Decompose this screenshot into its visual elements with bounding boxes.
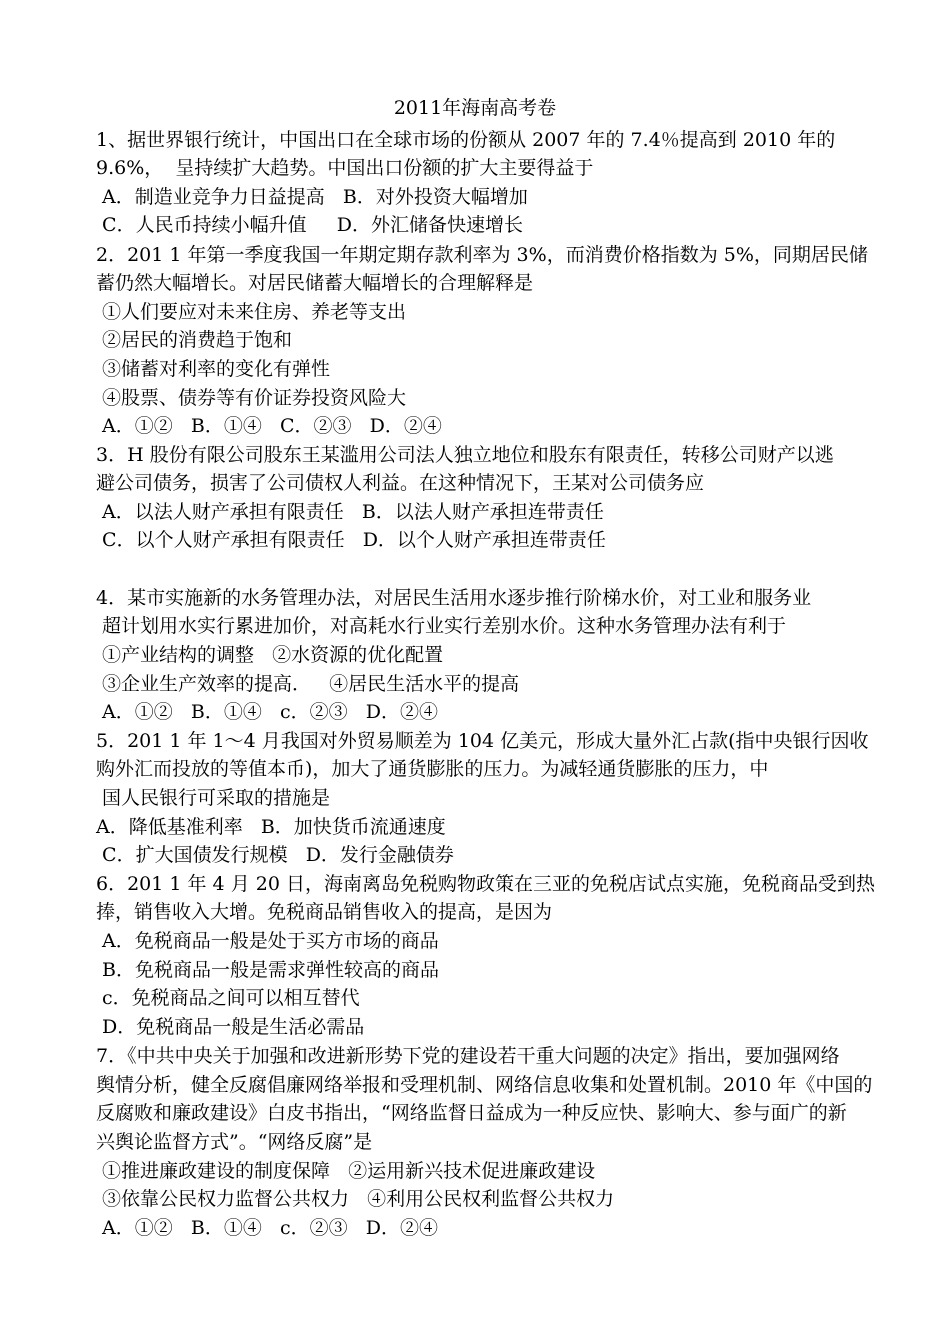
q7-options: A．①② B．①④ c．②③ D．②④	[96, 1217, 438, 1239]
q6-option-a: A．免税商品一般是处于买方市场的商品	[96, 930, 439, 952]
q1-line-2: 9.6%， 呈持续扩大趋势。中国出口份额的扩大主要得益于	[96, 157, 594, 179]
q4-options: A．①② B．①④ c．②③ D．②④	[96, 701, 438, 723]
q7-items-34: ③依靠公民权力监督公共权力 ④利用公民权利监督公共权力	[96, 1188, 615, 1210]
q5-line-2: 购外汇而投放的等值本币)，加大了通货膨胀的压力。为减轻通货膨胀的压力，中	[96, 758, 769, 780]
q1-line-1: 1、据世界银行统计，中国出口在全球市场的份额从 2007 年的 7.4％提高到 2010 年的	[96, 129, 836, 151]
q6-option-d: D．免税商品一般是生活必需品	[96, 1016, 365, 1038]
q7-items-12: ①推进廉政建设的制度保障 ②运用新兴技术促进廉政建设	[96, 1160, 596, 1182]
q7-line-4: 兴舆论监督方式”。“网络反腐”是	[96, 1131, 373, 1153]
q6-line-1: 6．201 1 年 4 月 20 日，海南离岛免税购物政策在三亚的免税店试点实施，免税商品受到热	[96, 873, 875, 895]
q4-items-34: ③企业生产效率的提高． ④居民生活水平的提高	[96, 673, 520, 695]
q3-line-1: 3．H 股份有限公司股东王某滥用公司法人独立地位和股东有限责任，转移公司财产以逃	[96, 444, 834, 466]
q5-line-3: 国人民银行可采取的措施是	[96, 787, 331, 809]
q4-line-2: 超计划用水实行累进加价，对高耗水行业实行差别水价。这种水务管理办法有利于	[96, 615, 787, 637]
q3-line-2: 避公司债务，损害了公司债权人利益。在这种情况下，王某对公司债务应	[96, 472, 705, 494]
q4-line-1: 4．某市实施新的水务管理办法，对居民生活用水逐步推行阶梯水价，对工业和服务业	[96, 587, 812, 609]
q2-item-2: ②居民的消费趋于饱和	[96, 329, 293, 351]
q2-line-2: 蓄仍然大幅增长。对居民储蓄大幅增长的合理解释是	[96, 272, 534, 294]
q2-item-4: ④股票、债券等有价证券投资风险大	[96, 387, 407, 409]
page-title: 2011年海南高考卷	[393, 97, 557, 119]
q2-options: A．①② B．①④ C．②③ D．②④	[96, 415, 442, 437]
q6-line-2: 捧，销售收入大增。免税商品销售收入的提高，是因为	[96, 901, 553, 923]
q5-options-cd: C．扩大国债发行规模 D．发行金融债券	[96, 844, 454, 866]
q2-item-1: ①人们要应对未来住房、养老等支出	[96, 301, 407, 323]
q2-item-3: ③储蓄对利率的变化有弹性	[96, 358, 331, 380]
q5-options-ab: A．降低基准利率 B．加快货币流通速度	[96, 816, 446, 838]
q3-options-cd: C．以个人财产承担有限责任 D．以个人财产承担连带责任	[96, 529, 606, 551]
q5-line-1: 5．201 1 年 1～4 月我国对外贸易顺差为 104 亿美元，形成大量外汇占款(指中央银行因收	[96, 730, 869, 752]
q4-items-12: ①产业结构的调整 ②水资源的优化配置	[96, 644, 444, 666]
q6-option-b: B．免税商品一般是需求弹性较高的商品	[96, 959, 440, 981]
q1-options-ab: A．制造业竞争力日益提高 B．对外投资大幅增加	[96, 186, 528, 208]
q3-options-ab: A．以法人财产承担有限责任 B．以法人财产承担连带责任	[96, 501, 604, 523]
q2-line-1: 2．201 1 年第一季度我国一年期定期存款利率为 3%，而消费价格指数为 5%，同期居民储	[96, 244, 868, 266]
q7-line-2: 舆情分析，健全反腐倡廉网络举报和受理机制、网络信息收集和处置机制。2010 年《中国的	[96, 1074, 873, 1096]
q6-option-c: c．免税商品之间可以相互替代	[96, 987, 360, 1009]
q7-line-1: 7．《中共中央关于加强和改进新形势下党的建设若干重大问题的决定》指出，要加强网络	[96, 1045, 840, 1067]
q1-options-cd: C．人民币持续小幅升值 D．外汇储备快速增长	[96, 214, 524, 236]
q7-line-3: 反腐败和廉政建设》白皮书指出，“网络监督日益成为一种反应快、影响大、参与面广的新	[96, 1102, 847, 1124]
